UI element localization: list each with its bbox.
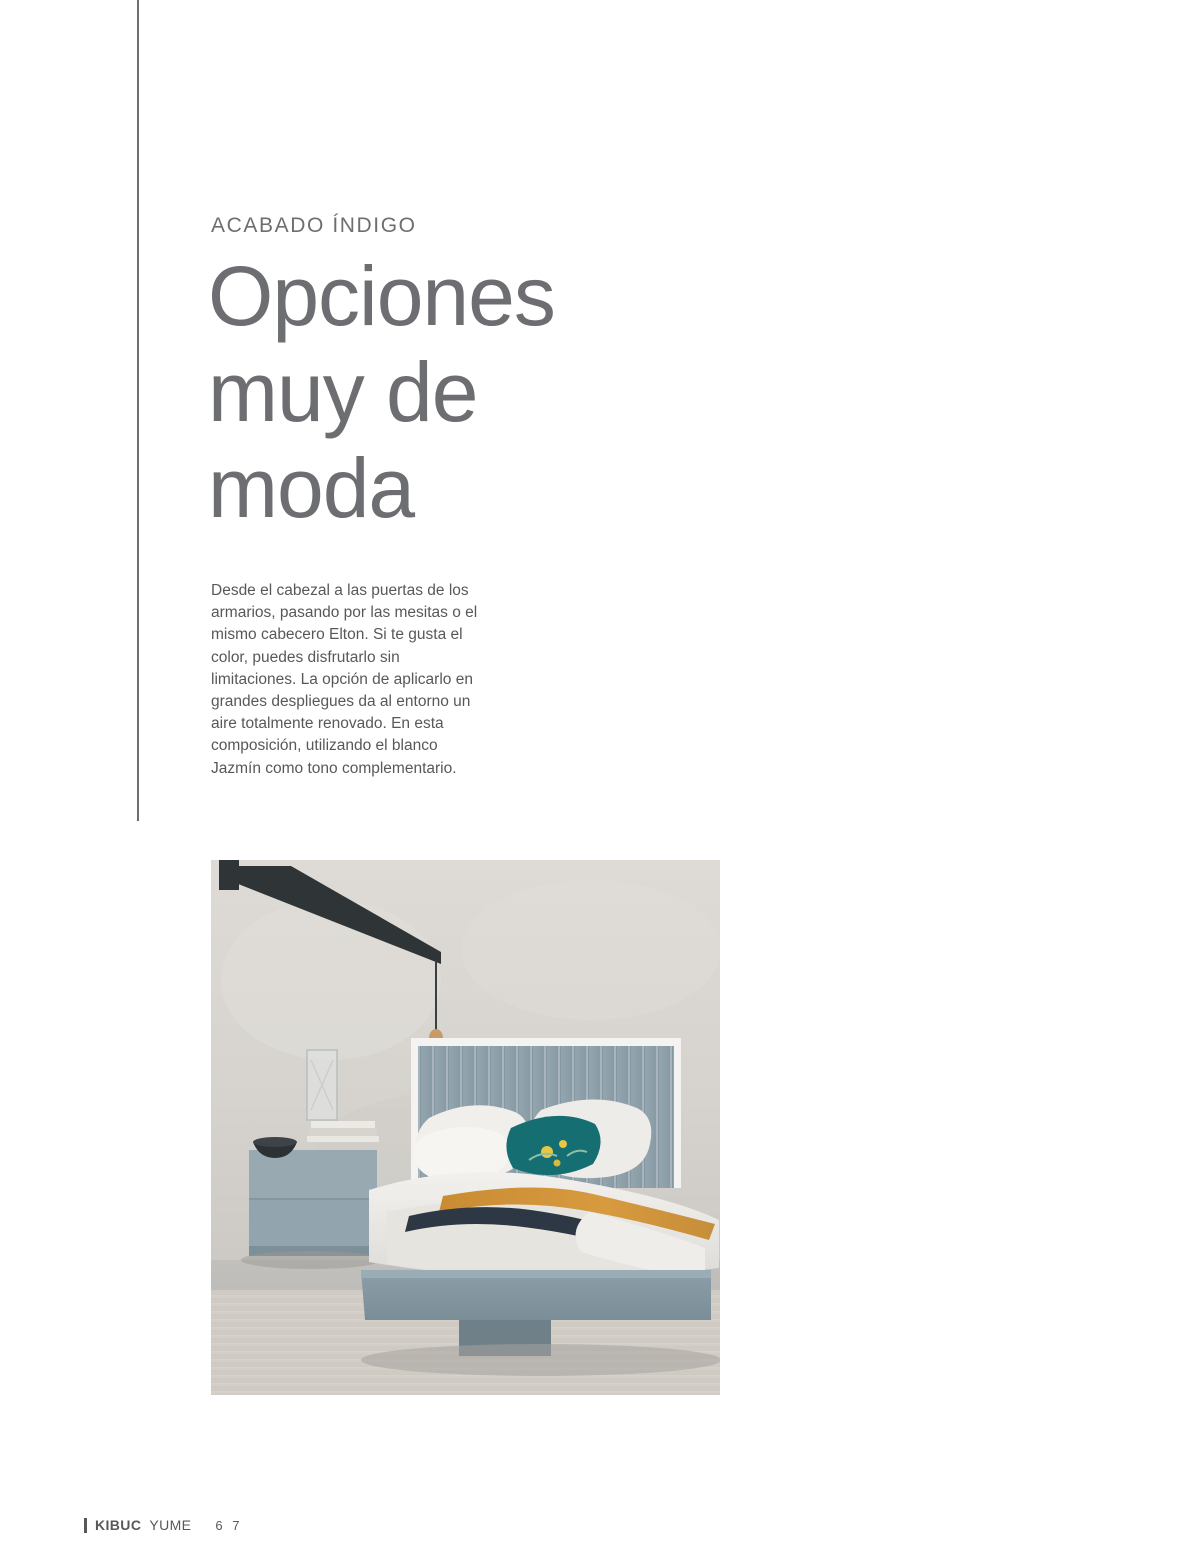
page-title [208, 248, 668, 536]
section-eyebrow: ACABADO ÍNDIGO [211, 214, 417, 237]
body-copy-text: Desde el cabezal a las puertas de los armarios, pasando por las mesitas o el mismo cabecero Elton. Si te gusta el color, puedes disfrutarlo sin limitaciones. La opción de aplicarlo en grandes despliegues da al entorno un aire totalmente renovado. En esta composición, utilizando el blanco Jazmín como tono complementario. [211, 582, 478, 777]
page-numbers: 6 7 [215, 1517, 243, 1533]
collection-name: YUME [149, 1517, 192, 1533]
footer [84, 1517, 242, 1533]
page-title-line-1: Opciones [208, 249, 555, 343]
footer-accent-bar [84, 1518, 87, 1533]
page-title-line-2: muy de [208, 345, 478, 439]
bedroom-photo [211, 860, 720, 1395]
bedroom-photo-illustration [211, 860, 720, 1395]
page-title-line-3: moda [208, 441, 415, 535]
vertical-rule [137, 0, 139, 821]
body-copy [211, 580, 479, 780]
brand-name: KIBUC [95, 1517, 142, 1533]
